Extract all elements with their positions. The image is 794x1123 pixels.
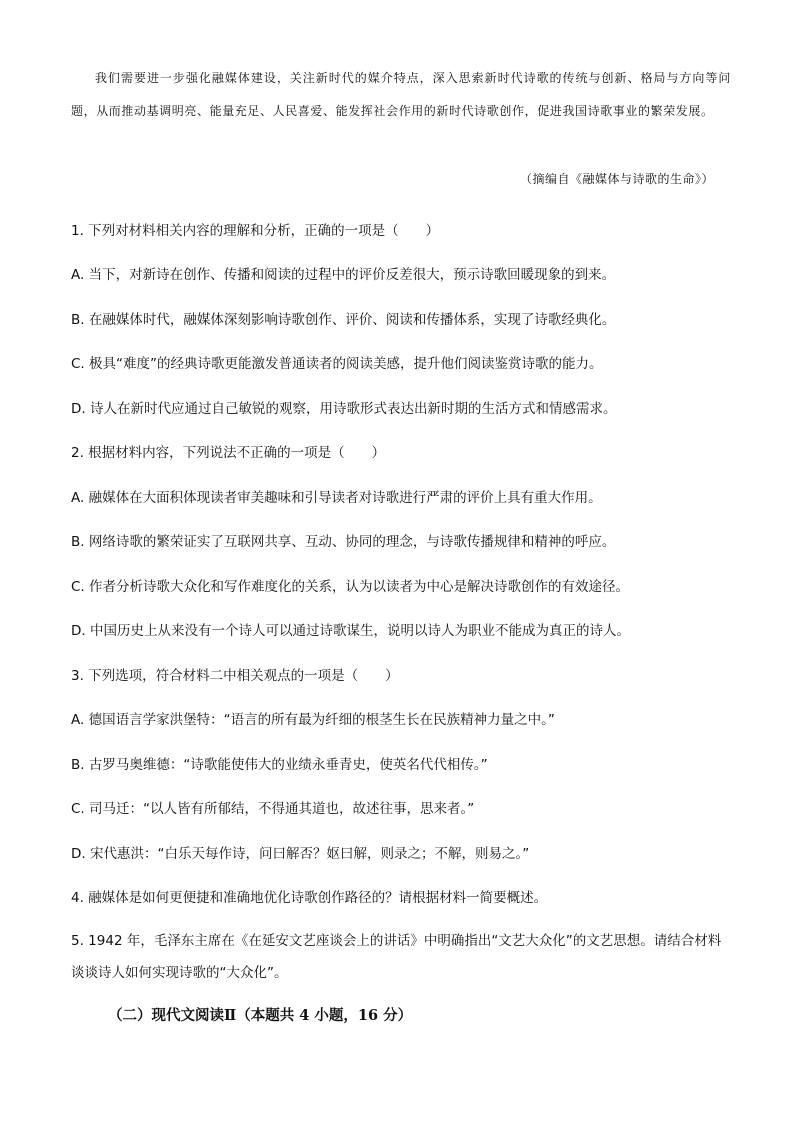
passage-source: （摘编自《融媒体与诗歌的生命》） xyxy=(519,172,714,186)
question-3-option-a: A. 德国语言学家洪堡特：“语言的所有最为纤细的根茎生长在民族精神力量之中。” xyxy=(71,712,555,728)
question-4-stem: 4. 融媒体是如何更便捷和准确地优化诗歌创作路径的？请根据材料一简要概述。 xyxy=(71,890,548,906)
question-1-option-a: A. 当下，对新诗在创作、传播和阅读的过程中的评价反差很大，预示诗歌回暖现象的到来。 xyxy=(71,267,616,283)
question-3-stem: 3. 下列选项，符合材料二中相关观点的一项是（ ） xyxy=(71,668,399,684)
question-1-option-d: D. 诗人在新时代应通过自己敏锐的观察，用诗歌形式表达出新时期的生活方式和情感需求。 xyxy=(71,401,617,417)
question-1-stem: 1. 下列对材料相关内容的理解和分析，正确的一项是（ ） xyxy=(71,223,440,239)
question-2-stem: 2. 根据材料内容，下列说法不正确的一项是（ ） xyxy=(71,445,386,461)
section-heading: （二）现代文阅读Ⅱ（本题共 4 小题，16 分） xyxy=(108,1007,413,1024)
question-1-option-b: B. 在融媒体时代，融媒体深刻影响诗歌创作、评价、阅读和传播体系，实现了诗歌经典化。 xyxy=(71,312,616,328)
question-2-option-b: B. 网络诗歌的繁荣证实了互联网共享、互动、协同的理念，与诗歌传播规律和精神的呼应。 xyxy=(71,534,616,550)
question-3-option-d: D. 宋代惠洪：“白乐天每作诗，问曰解否？妪曰解，则录之；不解，则易之。” xyxy=(71,846,530,862)
passage-paragraph: 我们需要进一步强化融媒体建设，关注新时代的媒介特点，深入思索新时代诗歌的传统与创新、格局与方向等问题，从而推动基调明亮、能量充足、人民喜爱、能发挥社会作用的新时代诗歌创作，促进我国诗歌事业的繁荣发展。 xyxy=(71,71,731,118)
question-1-option-c: C. 极具“难度”的经典诗歌更能激发普通读者的阅读美感，提升他们阅读鉴赏诗歌的能力。 xyxy=(71,356,603,372)
question-2-option-a: A. 融媒体在大面积体现读者审美趣味和引导读者对诗歌进行严肃的评价上具有重大作用。 xyxy=(71,490,602,506)
question-2-option-d: D. 中国历史上从来没有一个诗人可以通过诗歌谋生，说明以诗人为职业不能成为真正的诗人。 xyxy=(71,623,630,639)
question-3-option-c: C. 司马迁：“以人皆有所郁结，不得通其道也，故述往事，思来者。” xyxy=(71,801,475,817)
question-3-option-b: B. 古罗马奥维德：“诗歌能使伟大的业绩永垂青史，使英名代代相传。” xyxy=(71,757,488,773)
question-5-stem: 5. 1942 年，毛泽东主席在《在延安文艺座谈会上的讲话》中明确指出“文艺大众化”的文艺思想。请结合材料谈谈诗人如何实现诗歌的“大众化”。 xyxy=(71,933,722,981)
question-2-option-c: C. 作者分析诗歌大众化和写作难度化的关系，认为以读者为中心是解决诗歌创作的有效途径。 xyxy=(71,579,630,595)
